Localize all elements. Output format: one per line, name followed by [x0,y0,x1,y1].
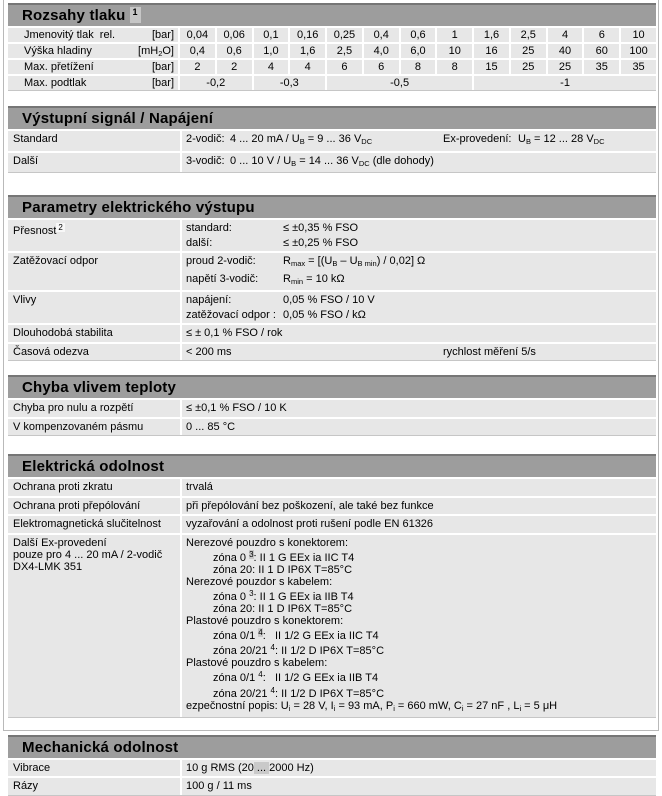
pressure-value-cell: 0,25 [327,28,362,42]
section-title: Elektrická odolnost [22,458,165,475]
unit-label: [bar] [151,29,174,41]
right-note: rychlost měření 5/s [443,345,536,358]
value-text: 0,05 % FSO / 10 V [283,294,375,306]
sub-label: 2-vodič: [186,133,225,145]
row-label: Vibrace [8,760,180,777]
row-label: Max. přetížení [24,61,94,73]
pressure-value-cell: 8 [437,60,472,74]
section-title: Výstupní signál / Napájení [22,110,214,127]
value-line: zóna 0 $^3$: II 1 G EEx ia IIB T4 [213,588,354,603]
section-pressure-ranges [8,3,656,91]
pressure-value-cell: 0,06 [217,28,252,42]
value-text: $R_{max} = [(U_B - U_{B min}) / 0,02]$ Ω [283,255,426,268]
value-line: zóna 20/21 $^4$: II 1/2 D IP6X T=85°C [213,685,385,700]
pressure-value-cell: 0,6 [217,44,252,58]
row-label: Elektromagnetická slučitelnost [8,516,180,533]
value-text: ≤ ± 0,1 % FSO / rok [182,325,656,342]
pressure-value-cell: 16 [474,44,509,58]
value-text: ≤ ±0,1 % FSO / 10 K [182,400,656,417]
value-text: vyzařování a odolnost proti rušení podle EN 61326 [182,516,656,533]
pressure-value-cell: 2 [180,60,215,74]
value-text: 4 ... 20 mA / $U_B = 9$ ... 36 $V_{DC}$ [230,133,373,146]
row-label-line: Další Ex-provedení [13,536,107,549]
pressure-value-cell: 25 [548,60,583,74]
pressure-value-cell: 0,4 [180,44,215,58]
section-temperature-error [8,375,656,436]
section-title: Chyba vlivem teploty [22,379,177,396]
value-text: ≤ ±0,35 % FSO [283,222,359,234]
pressure-value-cell: 25 [511,60,546,74]
table-row [8,400,656,417]
row-label: Standard [8,131,180,151]
value-text: 0 ... 85 °C [182,419,656,436]
table-row [8,28,656,42]
table-row [8,76,656,90]
value-text: $R_{min} = 10$ kΩ [283,272,345,286]
pressure-value-cell: 1,0 [254,44,289,58]
table-row [8,778,656,795]
pressure-value-cell: 35 [621,60,656,74]
sub-label: napětí 3-vodič: [186,272,259,285]
pressure-value-cell: 10 [621,28,656,42]
pressure-value-cell: 1,6 [290,44,325,58]
unit-label: [bar] [151,77,174,89]
row-label-line: pouze pro 4 ... 20 mA / 2-vodič [13,548,163,561]
table-row [8,220,656,251]
section-header [8,106,656,129]
row-label: Chyba pro nulu a rozpětí [8,400,180,417]
row-label: Ochrana proti zkratu [8,479,180,496]
section-header [8,195,656,218]
pressure-value-cell: 0,16 [290,28,325,42]
table-row [8,419,656,436]
ex-label: Ex-provedení: [443,133,512,145]
pressure-value-cell: 100 [621,44,656,58]
value-text: ≤ ±0,25 % FSO [283,236,359,249]
pressure-value-cell: 6 [584,28,619,42]
row-label: Přesnost [13,225,57,237]
pressure-value-cell: 8 [401,60,436,74]
pressure-value-cell: 2,5 [327,44,362,58]
value-line: Nerezové pouzdor s kabelem: [186,575,333,588]
value-text: 0 ... 10 $V / U_B = 14$ ... 36 $V_{DC}$ (dle dohody) [230,154,434,168]
table-row [8,535,656,717]
value-line: zóna 20: II 1 D IP6X T=85°C [213,602,353,615]
section-output-signal [8,106,656,173]
pressure-value-cell: 0,6 [401,28,436,42]
merged-value-cell: -1 [474,76,656,90]
value-line: ezpečnostní popis: $U_i = 28$ V, $I_i = 93$ mA, $P_i = 660$ mW, $C_i = 27$ nF , $L_i = 5$ μH [186,699,558,713]
footnote-marker: 2 [58,223,63,232]
ex-value: $U_B = 12$ ... 28 $V_{DC}$ [518,133,605,146]
pressure-value-cell: 4 [290,60,325,74]
merged-value-cell: -0,2 [180,76,252,90]
table-row [8,60,656,74]
section-mechanical-durability [8,735,656,796]
pressure-value-cell: 6,0 [401,44,436,58]
table-row [8,153,656,173]
value-text: trvalá [182,479,656,496]
value-text: při přepólování bez poškození, ale také bez funkce [182,498,656,515]
value-line: zóna 20/21 $^4$: II 1/2 D IP6X T=85°C [213,643,385,658]
table-row [8,292,656,323]
row-label: V kompenzovaném pásmu [8,419,180,436]
table-row [8,325,656,342]
value-line: zóna 0/1 $^4$: II 1/2 G EEx ia IIC T4 [213,628,379,643]
table-row [8,44,656,58]
table-row [8,516,656,533]
value-line: zóna 20: II 1 D IP6X T=85°C [213,563,353,576]
value-text: 100 g / 11 ms [182,778,656,795]
value-text: 10 g RMS (20 ... 2000 Hz) [182,760,656,777]
sub-label: standard: [186,222,232,234]
row-label: Výška hladiny [24,45,92,57]
row-label: Dlouhodobá stabilita [8,325,180,342]
table-row [8,479,656,496]
row-label: Zatěžovací odpor [8,253,180,290]
pressure-value-cell: 0,04 [180,28,215,42]
row-label: Vlivy [8,292,180,323]
section-title: Parametry elektrického výstupu [22,199,255,216]
merged-value-cell: -0,3 [254,76,326,90]
pressure-value-cell: 6 [327,60,362,74]
row-label: Ochrana proti přepólování [8,498,180,515]
pressure-value-cell: 35 [584,60,619,74]
pressure-value-cell: 1 [437,28,472,42]
value-line: Plastové pouzdro s kabelem: [186,657,328,670]
section-electrical-output [8,195,656,361]
section-title: Mechanická odolnost [22,738,179,756]
pressure-value-cell: 15 [474,60,509,74]
merged-value-cell: -0,5 [327,76,472,90]
unit-label: $[mH_2O]$ [138,45,174,58]
pressure-value-cell: 0,1 [254,28,289,42]
table-row [8,344,656,361]
table-row [8,253,656,290]
row-label: Max. podtlak [24,77,87,89]
row-label: Časová odezva [8,344,180,361]
row-label-line: DX4-LMK 351 [13,560,83,573]
pressure-value-cell: 1,6 [474,28,509,42]
pressure-value-cell: 6 [364,60,399,74]
footnote-marker: 1 [130,7,140,23]
pressure-value-cell: 4,0 [364,44,399,58]
pressure-value-cell: 60 [584,44,619,58]
pressure-value-cell: 0,4 [364,28,399,42]
sub-label: proud 2-vodič: [186,255,256,267]
section-header [8,375,656,398]
pressure-value-cell: 10 [437,44,472,58]
section-header [8,454,656,477]
section-title: Rozsahy tlaku [22,7,126,24]
sub-label: další: [186,236,213,249]
section-header [8,3,656,26]
sub-label: zatěžovací odpor : [186,308,276,321]
unit-label: [bar] [151,61,174,73]
pressure-value-cell: 25 [511,44,546,58]
value-line: zóna 0/1 $^4$: II 1/2 G EEx ia IIB T4 [213,670,379,685]
value-line: Nerezové pouzdro s konektorem: [186,536,349,549]
sub-label: 3-vodič: [186,154,225,167]
table-row [8,498,656,515]
sub-label: napájení: [186,294,232,306]
table-row [8,131,656,151]
value-line: zóna 0 $^3$: II 1 G EEx ia IIC T4 [213,549,355,564]
row-label: Jmenovitý tlak rel. [24,29,116,41]
row-label: Rázy [8,778,180,795]
section-header [8,735,656,758]
table-row [8,760,656,777]
pressure-value-cell: 4 [548,28,583,42]
value-text: 0,05 % FSO / kΩ [283,308,366,321]
pressure-value-cell: 40 [548,44,583,58]
row-label: Další [8,153,180,173]
value-text: < 200 ms [186,345,232,358]
pressure-value-cell: 2,5 [511,28,546,42]
page-frame [3,0,659,793]
pressure-value-cell: 2 [217,60,252,74]
pressure-value-cell: 4 [254,60,289,74]
section-electrical-durability [8,454,656,718]
value-line: Plastové pouzdro s konektorem: [186,615,344,628]
